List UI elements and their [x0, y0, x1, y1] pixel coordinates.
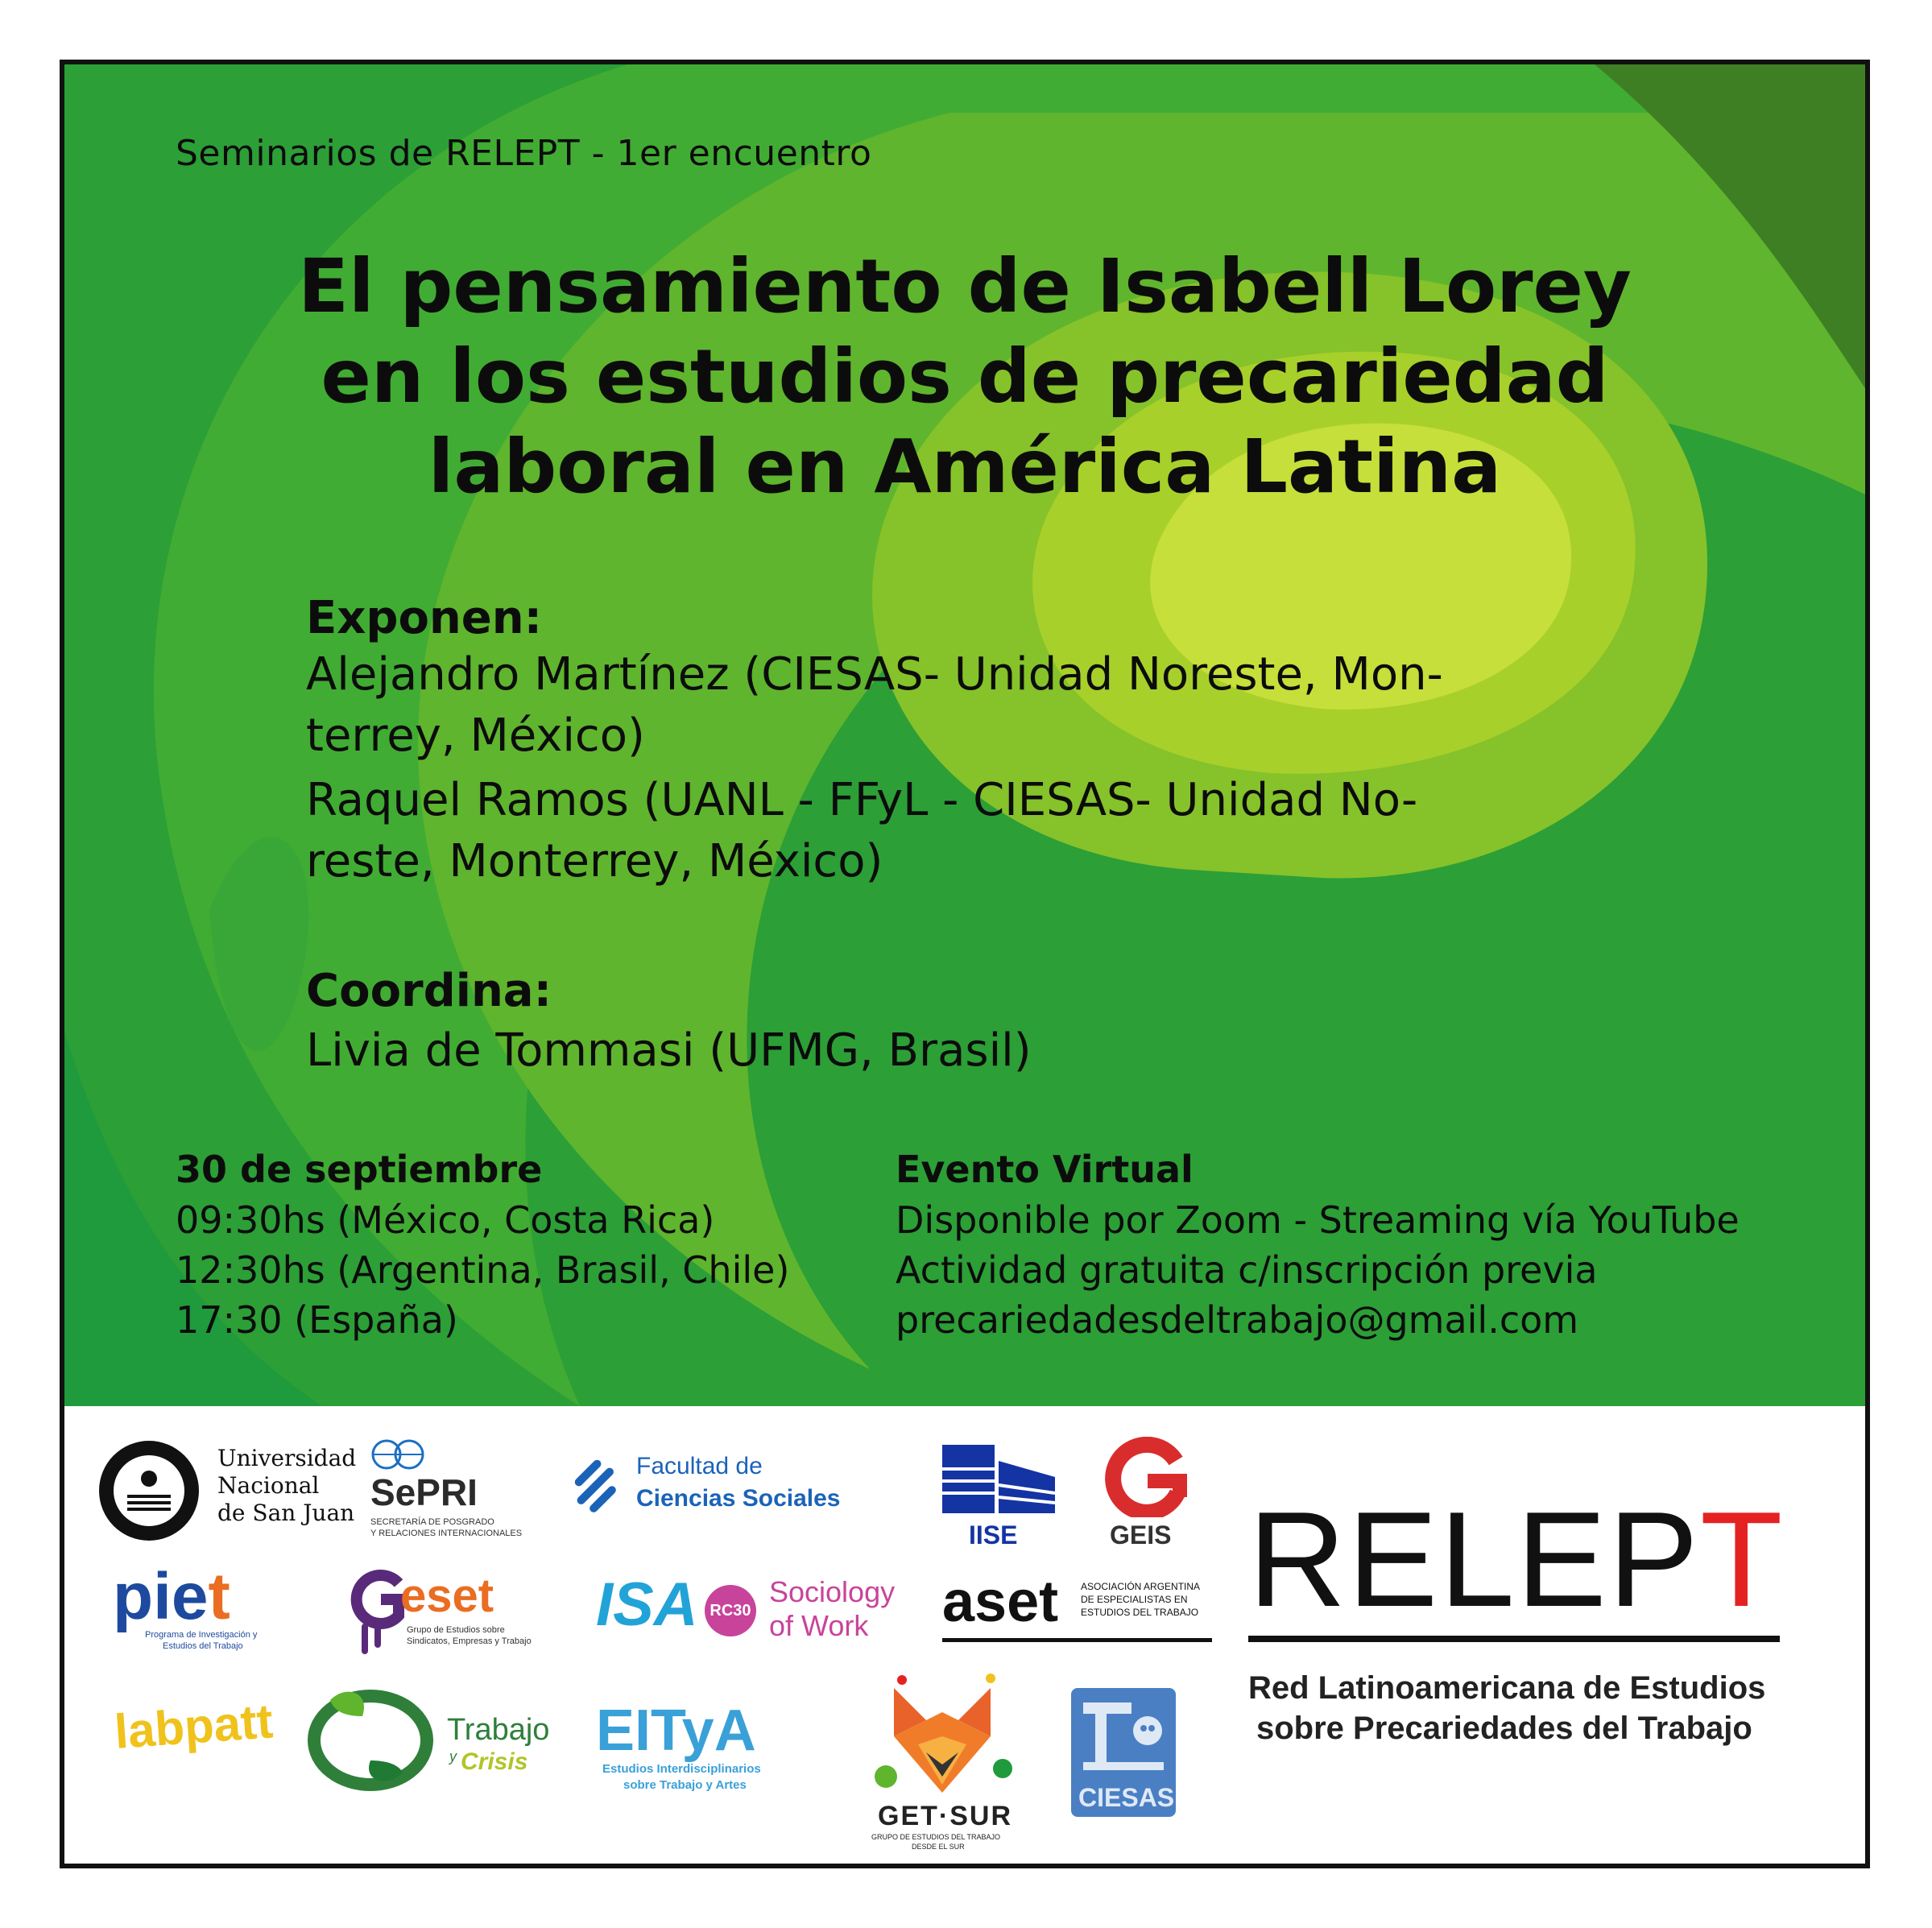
- piet-sub: Programa de Investigación y: [145, 1630, 258, 1640]
- geset-sub: Grupo de Estudios sobre: [407, 1625, 505, 1635]
- rc30-line2: of Work: [769, 1609, 869, 1642]
- speaker-line: terrey, México): [306, 710, 645, 762]
- relept-underline: [1248, 1636, 1780, 1642]
- title-line: en los estudios de precariedad: [321, 333, 1609, 420]
- seminar-title: [64, 242, 1865, 512]
- relept-line2: sobre Precariedades del Trabajo: [1256, 1711, 1752, 1746]
- relept-line1: Red Latinoamericana de Estudios: [1248, 1670, 1766, 1706]
- contact-email: precariedadesdeltrabajo@gmail.com: [896, 1298, 1579, 1342]
- time-line: 09:30hs (México, Costa Rica): [176, 1198, 715, 1242]
- leaf-hands-icon: [306, 1684, 435, 1797]
- geis-logo: [1095, 1437, 1200, 1558]
- coordinator-name: Livia de Tommasi (UFMG, Brasil): [306, 1024, 1032, 1077]
- trabajo-label: Trabajo: [447, 1713, 550, 1747]
- isa-logo: [596, 1563, 698, 1660]
- getsur-sub: GRUPO DE ESTUDIOS DEL TRABAJO: [871, 1833, 1001, 1841]
- fcs-line1: Facultad de: [636, 1453, 763, 1479]
- sepri-logo: [370, 1438, 564, 1551]
- y-label: y: [449, 1748, 457, 1765]
- title-line: laboral en América Latina: [428, 424, 1502, 510]
- relept-wordmark: [1248, 1483, 1785, 1635]
- labpatt-name: labpatt: [113, 1694, 275, 1759]
- rc30-badge: RC30: [705, 1585, 756, 1636]
- aset-name: aset: [942, 1570, 1059, 1634]
- unsj-name: Universidad Nacional de San Juan: [217, 1445, 357, 1526]
- event-line: Actividad gratuita c/inscripción previa: [896, 1248, 1598, 1292]
- time-line: 12:30hs (Argentina, Brasil, Chile): [176, 1248, 790, 1292]
- crisis-label: Crisis: [461, 1748, 528, 1775]
- speaker-line: Alejandro Martínez (CIESAS- Unidad Noreste, Mon-: [306, 648, 1443, 701]
- title-line: El pensamiento de Isabell Lorey: [298, 243, 1632, 329]
- unsj-logo: [97, 1438, 362, 1551]
- sepri-sub: SECRETARÍA DE POSGRADO: [370, 1517, 494, 1527]
- globe-icon: [370, 1438, 435, 1471]
- building-icon: [938, 1437, 1059, 1517]
- getsur-sub: DESDE EL SUR: [912, 1843, 965, 1851]
- aset-underline: [942, 1638, 1212, 1642]
- series-subtitle: Seminarios de RELEPT - 1er encuentro: [176, 133, 872, 174]
- trabajo-crisis-logo: [306, 1684, 572, 1805]
- event-date: 30 de septiembre: [176, 1148, 543, 1191]
- rc30-logo: [705, 1567, 914, 1656]
- fcs-line2: Ciencias Sociales: [636, 1485, 841, 1512]
- geset-mark-icon: [350, 1567, 407, 1656]
- geset-sub: Sindicatos, Empresas y Trabajo: [407, 1636, 532, 1646]
- speaker-line: reste, Monterrey, México): [306, 835, 883, 887]
- fcs-logo: [564, 1446, 886, 1527]
- relept-wordmark-red: T: [1699, 1483, 1785, 1635]
- eitya-sub: Estudios Interdisciplinarios: [602, 1762, 761, 1776]
- eitya-name: EITyA: [596, 1698, 756, 1763]
- sepri-name: SePRI: [370, 1471, 478, 1513]
- piet-logo: [113, 1560, 298, 1656]
- piet-sub: Estudios del Trabajo: [163, 1641, 243, 1651]
- sponsor-logos: [64, 1406, 1865, 1868]
- aset-logo: [942, 1570, 1216, 1656]
- labpatt-logo: [113, 1696, 290, 1793]
- relept-wordmark-black: RELEP: [1248, 1483, 1700, 1635]
- geset-logo: [350, 1567, 560, 1672]
- geis-mark-icon: [1103, 1437, 1192, 1517]
- ciesas-name: CIESAS: [1078, 1783, 1175, 1812]
- speakers-label: Exponen:: [306, 592, 543, 644]
- speaker-line: Raquel Ramos (UANL - FFyL - CIESAS- Unidad No-: [306, 774, 1418, 826]
- unsj-seal-icon: [97, 1438, 201, 1543]
- ciesas-glyph-icon: [1071, 1694, 1176, 1783]
- event-mode-title: Evento Virtual: [896, 1148, 1194, 1191]
- isa-name: ISA: [596, 1570, 698, 1639]
- getsur-name: GET·SUR: [878, 1801, 1012, 1831]
- geset-name: eset: [400, 1570, 494, 1622]
- fox-icon: [862, 1664, 1023, 1801]
- ciesas-logo: [1067, 1688, 1188, 1825]
- event-line: Disponible por Zoom - Streaming vía YouTube: [896, 1198, 1740, 1242]
- iise-logo: [938, 1437, 1067, 1558]
- eitya-logo: [596, 1698, 813, 1801]
- iise-name: IISE: [969, 1520, 1018, 1549]
- aset-sub: ASOCIACIÓN ARGENTINA DE ESPECIALISTAS EN ESTUDIOS DEL TRABAJO: [1081, 1581, 1201, 1618]
- piet-name: piet: [113, 1560, 230, 1633]
- geis-name: GEIS: [1110, 1520, 1172, 1549]
- coordinator-label: Coordina:: [306, 965, 552, 1017]
- green-background: [64, 64, 1865, 1406]
- relept-logo: [1248, 1483, 1812, 1825]
- poster: [60, 60, 1870, 1868]
- getsur-logo: [854, 1664, 1031, 1865]
- rc30-line1: Sociology: [769, 1575, 896, 1608]
- sepri-sub: Y RELACIONES INTERNACIONALES: [370, 1529, 523, 1538]
- eitya-sub: sobre Trabajo y Artes: [623, 1778, 747, 1792]
- time-line: 17:30 (España): [176, 1298, 458, 1342]
- fcs-mark-icon: [564, 1454, 628, 1519]
